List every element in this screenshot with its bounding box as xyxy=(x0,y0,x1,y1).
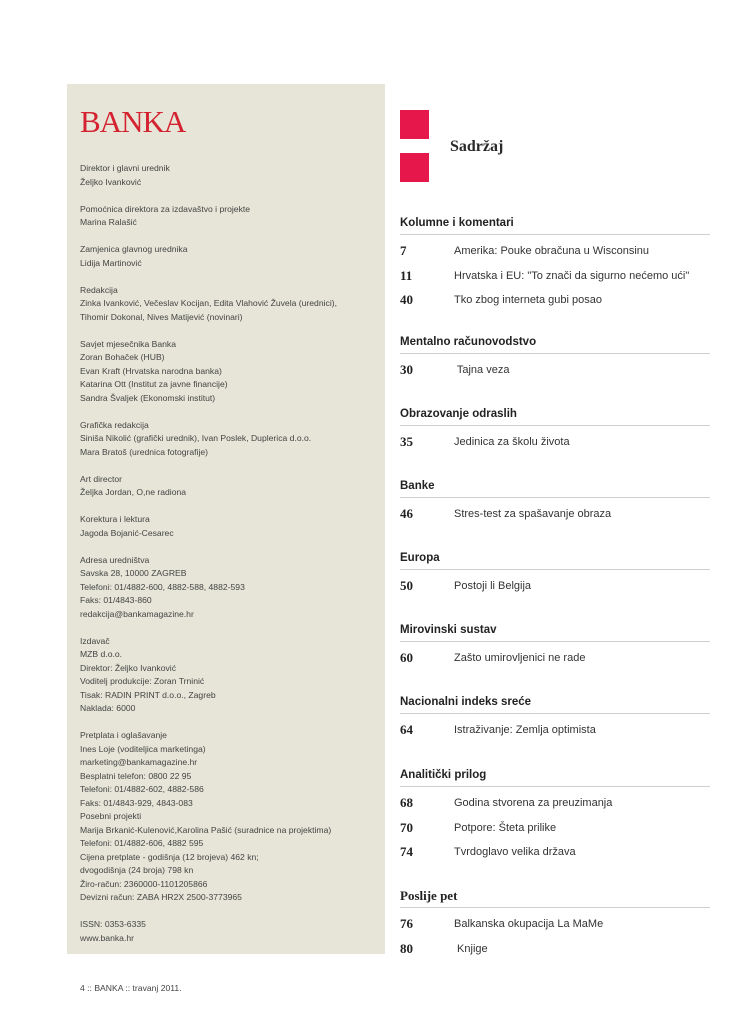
section-divider xyxy=(400,353,710,354)
article-title: Zašto umirovljenici ne rade xyxy=(454,652,586,665)
credit-line: Željko Ivanković xyxy=(80,176,142,187)
section-heading: Kolumne i komentari xyxy=(400,217,514,229)
toc-entry[interactable] xyxy=(400,646,710,671)
article-title: Tajna veza xyxy=(454,364,510,377)
credit-line: Direktor: Željko Ivanković xyxy=(80,662,176,673)
credit-block xyxy=(80,635,380,716)
credit-block xyxy=(80,419,380,460)
credit-line: Posebni projekti xyxy=(80,811,142,821)
toc-entry[interactable] xyxy=(400,574,710,599)
credit-line: Sandra Švaljek (Ekonomski institut) xyxy=(80,392,216,403)
credit-line: Katarina Ott (Institut za javne financije) xyxy=(80,379,228,389)
toc-section xyxy=(400,887,710,961)
credit-line: Ines Loje (voditeljica marketinga) xyxy=(80,743,206,754)
section-heading: Poslije pet xyxy=(400,888,458,903)
credit-line: Evan Kraft (Hrvatska narodna banka) xyxy=(80,365,222,376)
toc-entry[interactable] xyxy=(400,358,710,383)
credit-line: Lidija Martinović xyxy=(80,257,142,268)
article-title: Tvrdoglavo velika država xyxy=(454,846,576,859)
page-number: 46 xyxy=(400,506,413,522)
credit-block xyxy=(80,918,380,945)
toc-section xyxy=(400,405,710,455)
credit-line: MZB d.o.o. xyxy=(80,649,123,659)
page-footer: 4 :: BANKA :: travanj 2011. xyxy=(80,983,182,993)
toc-entry[interactable] xyxy=(400,288,710,313)
credit-line: ISSN: 0353-6335 xyxy=(80,919,146,929)
article-title: Postoji li Belgija xyxy=(454,580,532,593)
article-title: Godina stvorena za preuzimanja xyxy=(454,797,613,810)
page-number: 76 xyxy=(400,916,413,932)
page-number: 30 xyxy=(400,362,413,378)
credit-line: Faks: 01/4843-929, 4843-083 xyxy=(80,797,193,808)
credit-block xyxy=(80,473,380,500)
credit-block xyxy=(80,243,380,270)
toc-entry[interactable] xyxy=(400,430,710,455)
toc-entry[interactable] xyxy=(400,912,710,937)
banka-logo: BANKA xyxy=(80,104,186,139)
article-title: Istraživanje: Zemlja optimista xyxy=(454,724,596,737)
page-number: 7 xyxy=(400,243,407,259)
credit-line: Siniša Nikolić (grafički urednik), Ivan Poslek, Duplerica d.o.o. xyxy=(80,433,312,443)
section-heading: Nacionalni indeks sreće xyxy=(400,696,532,708)
page-number: 64 xyxy=(400,722,413,738)
toc-entry[interactable] xyxy=(400,840,710,865)
page-number: 40 xyxy=(400,292,413,308)
decorative-square-top xyxy=(400,110,429,139)
page-number: 35 xyxy=(400,434,413,450)
credit-block xyxy=(80,338,380,406)
section-divider xyxy=(400,786,710,787)
article-title: Amerika: Pouke obračuna u Wisconsinu xyxy=(454,245,650,258)
section-divider xyxy=(400,569,710,570)
page-number: 80 xyxy=(400,940,413,956)
credit-line: Žiro-račun: 2360000-1101205866 xyxy=(80,878,208,889)
credit-line: Besplatni telefon: 0800 22 95 xyxy=(80,770,192,781)
page-number: 11 xyxy=(400,267,413,283)
article-title: Balkanska okupacija La MaMe xyxy=(454,918,604,931)
credit-line: Tihomir Dokonal, Nives Matijević (novinari) xyxy=(80,311,243,322)
page-number: 68 xyxy=(400,795,413,811)
credit-block xyxy=(80,729,380,905)
credit-line: Zoran Bohaček (HUB) xyxy=(80,352,165,362)
credit-line: Zinka Ivanković, Večeslav Kocijan, Edita Vlahović Žuvela (urednici), xyxy=(80,298,337,308)
section-heading: Banke xyxy=(400,480,435,492)
article-title: Stres-test za spašavanje obraza xyxy=(454,508,612,521)
credit-line: Korektura i lektura xyxy=(80,514,150,524)
credit-line: Devizni račun: ZABA HR2X 2500-3773965 xyxy=(80,892,242,902)
page-number: 50 xyxy=(400,578,413,594)
section-divider xyxy=(400,907,710,908)
section-heading: Mentalno računovodstvo xyxy=(400,336,537,348)
article-title: Tko zbog interneta gubi posao xyxy=(454,294,602,307)
credit-line: Jagoda Bojanić-Cesarec xyxy=(80,527,174,538)
page-number: 74 xyxy=(400,844,413,860)
credit-line: Art director xyxy=(80,473,123,484)
credit-block xyxy=(80,284,380,325)
credit-block xyxy=(80,162,380,189)
credit-line: Voditelj produkcije: Zoran Trninić xyxy=(80,676,205,686)
credit-line: Adresa uredništva xyxy=(80,554,150,565)
section-heading: Obrazovanje odraslih xyxy=(400,408,517,420)
credit-line: Mara Bratoš (urednica fotografije) xyxy=(80,446,209,457)
credit-line: Cijena pretplate - godišnja (12 brojeva) 462 kn; xyxy=(80,851,259,862)
credit-line: Naklada: 6000 xyxy=(80,703,136,713)
toc-section xyxy=(400,549,710,599)
toc-entry[interactable] xyxy=(400,791,710,816)
article-title: Jedinica za školu života xyxy=(454,436,570,449)
section-divider xyxy=(400,641,710,642)
credit-line: Direktor i glavni urednik xyxy=(80,163,170,173)
credit-line: marketing@bankamagazine.hr xyxy=(80,757,198,767)
credit-line: Tisak: RADIN PRINT d.o.o., Zagreb xyxy=(80,689,216,700)
credit-block xyxy=(80,554,380,622)
toc-entry[interactable] xyxy=(400,264,710,289)
credit-line: Izdavač xyxy=(80,635,110,646)
section-divider xyxy=(400,425,710,426)
toc-entry[interactable] xyxy=(400,239,710,264)
credit-line: Telefoni: 01/4882-600, 4882-588, 4882-593 xyxy=(80,581,245,592)
credit-line: Savjet mjesečnika Banka xyxy=(80,338,177,349)
section-heading: Europa xyxy=(400,552,440,564)
credit-line: www.banka.hr xyxy=(80,932,134,943)
article-title: Hrvatska i EU: "To znači da sigurno nećemo ući" xyxy=(454,269,690,282)
credit-line: Telefoni: 01/4882-602, 4882-586 xyxy=(80,784,204,794)
section-divider xyxy=(400,497,710,498)
toc-section xyxy=(400,766,710,865)
credit-line: Faks: 01/4843-860 xyxy=(80,595,152,605)
section-divider xyxy=(400,234,710,235)
article-title: Potpore: Šteta prilike xyxy=(454,821,557,834)
toc-entry[interactable] xyxy=(400,937,710,962)
credit-block xyxy=(80,513,380,540)
credit-line: Grafička redakcija xyxy=(80,419,149,430)
credit-line: Marija Brkanić-Kulenović,Karolina Pašić (suradnice na projektima) xyxy=(80,824,332,835)
toc-section xyxy=(400,693,710,743)
credit-block xyxy=(80,203,380,230)
credit-line: Željka Jordan, O,ne radiona xyxy=(80,487,187,497)
credit-line: Redakcija xyxy=(80,284,118,295)
page-number: 70 xyxy=(400,819,413,835)
credit-line: Telefoni: 01/4882-606, 4882 595 xyxy=(80,838,204,848)
credit-line: Pomoćnica direktora za izdavaštvo i projekte xyxy=(80,203,251,214)
toc-section xyxy=(400,477,710,527)
toc-entry[interactable] xyxy=(400,816,710,841)
toc-section xyxy=(400,621,710,671)
masthead-panel xyxy=(67,84,385,954)
section-heading: Mirovinski sustav xyxy=(400,624,497,636)
toc-entry[interactable] xyxy=(400,718,710,743)
article-title: Knjige xyxy=(454,942,488,955)
credit-line: Zamjenica glavnog urednika xyxy=(80,244,188,254)
section-divider xyxy=(400,713,710,714)
toc-title: Sadržaj xyxy=(450,138,504,155)
credit-line: dvogodišnja (24 broja) 798 kn xyxy=(80,865,194,875)
toc-section xyxy=(400,333,710,383)
credit-line: Marina Ralašić xyxy=(80,217,137,227)
toc-entry[interactable] xyxy=(400,502,710,527)
page-number: 60 xyxy=(400,650,413,666)
decorative-square-bottom xyxy=(400,153,429,182)
masthead-credits xyxy=(80,162,380,959)
credit-line: Savska 28, 10000 ZAGREB xyxy=(80,568,187,578)
credit-line: redakcija@bankamagazine.hr xyxy=(80,608,194,619)
section-heading: Analitički prilog xyxy=(400,769,487,781)
toc-section xyxy=(400,214,710,313)
credit-line: Pretplata i oglašavanje xyxy=(80,730,167,740)
